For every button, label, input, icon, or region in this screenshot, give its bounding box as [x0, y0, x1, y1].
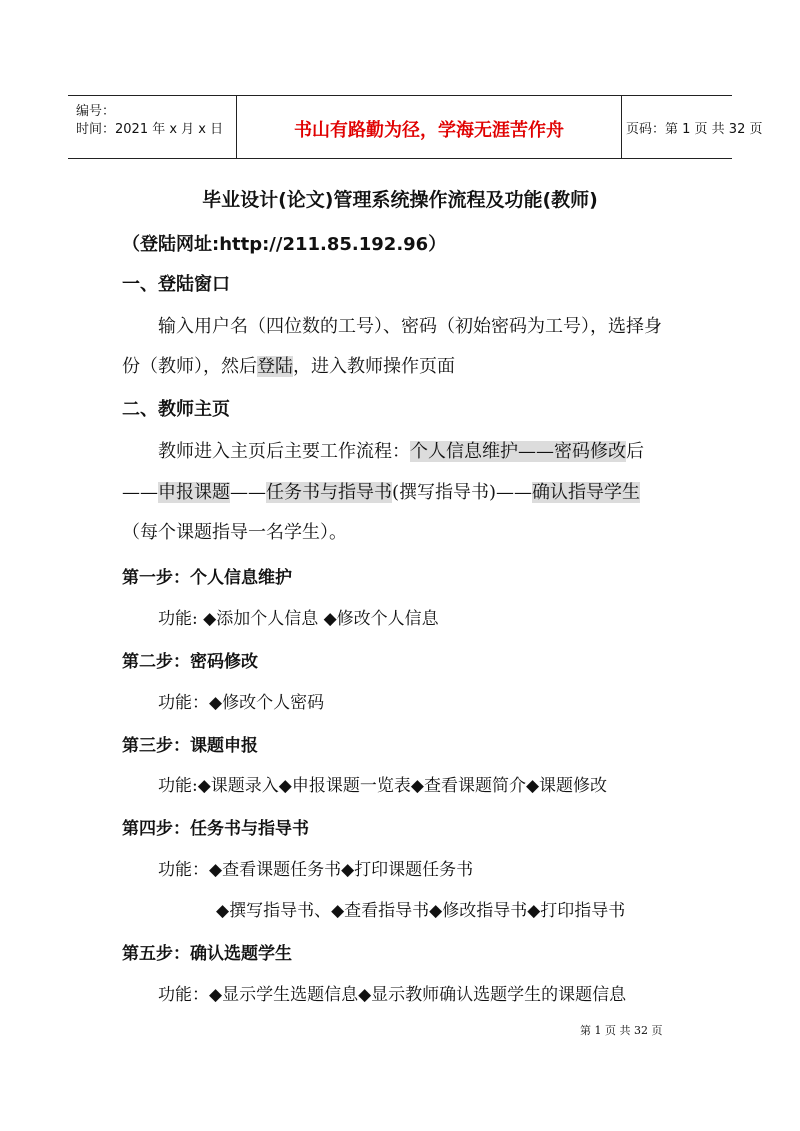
section2-heading: 二、教师主页 [122, 399, 230, 420]
step4-functions: 功能：◆查看课题任务书◆打印课题任务书 [158, 860, 474, 880]
step1-heading: 第一步：个人信息维护 [122, 568, 292, 588]
text-span: ，进入教师操作页面 [293, 356, 455, 377]
step3-heading: 第三步：课题申报 [122, 736, 258, 756]
header-meta-cell [68, 96, 236, 158]
step4-heading: 第四步：任务书与指导书 [122, 819, 309, 839]
text-span: —— [230, 482, 266, 503]
page-info: 页码：第 1 页 共 32 页 [626, 122, 763, 137]
section2-paragraph-line1 [158, 437, 644, 463]
section2-paragraph-line2 [122, 478, 640, 504]
number-label: 编号： [76, 104, 116, 119]
motto: 书山有路勤为径，学海无涯苦作舟 [294, 120, 564, 141]
page-footer: 第 1 页 共 32 页 [580, 1024, 663, 1037]
text-span: 教师进入主页后主要工作流程： [158, 441, 410, 462]
login-url: （登陆网址:http://211.85.192.96） [122, 234, 447, 255]
step1-functions: 功能: ◆添加个人信息 ◆修改个人信息 [158, 609, 439, 629]
text-span: 份（教师），然后 [122, 356, 257, 377]
step5-heading: 第五步：确认选题学生 [122, 944, 292, 964]
header-page-cell [620, 96, 763, 158]
step2-functions: 功能：◆修改个人密码 [158, 693, 325, 713]
highlighted-text: 登陆 [257, 356, 293, 377]
highlighted-text: 个人信息维护——密码修改 [410, 441, 626, 462]
highlighted-text: 申报课题 [158, 482, 230, 503]
section2-paragraph-line3: （每个课题指导一名学生）。 [122, 522, 347, 543]
time-label: 时间：2021 年 x 月 x 日 [76, 122, 224, 137]
section1-paragraph-line2 [122, 352, 455, 378]
text-span: (撰写指导书)—— [392, 482, 533, 503]
document-title: 毕业设计(论文)管理系统操作流程及功能(教师) [202, 189, 598, 211]
document-header [68, 95, 763, 159]
step3-functions: 功能:◆课题录入◆申报课题一览表◆查看课题简介◆课题修改 [158, 776, 608, 796]
text-span: —— [122, 482, 158, 503]
step2-heading: 第二步：密码修改 [122, 652, 258, 672]
section1-paragraph-line1: 输入用户名（四位数的工号）、密码（初始密码为工号），选择身 [158, 316, 662, 337]
step5-functions: 功能：◆显示学生选题信息◆显示教师确认选题学生的课题信息 [158, 985, 627, 1005]
text-span: 后 [626, 441, 644, 462]
step4-functions-line2: ◆撰写指导书、◆查看指导书◆修改指导书◆打印指导书 [216, 901, 626, 921]
highlighted-text: 任务书与指导书 [266, 482, 392, 503]
highlighted-text: 确认指导学生 [532, 482, 641, 503]
header-motto-cell [236, 96, 622, 158]
section1-heading: 一、登陆窗口 [122, 274, 230, 295]
